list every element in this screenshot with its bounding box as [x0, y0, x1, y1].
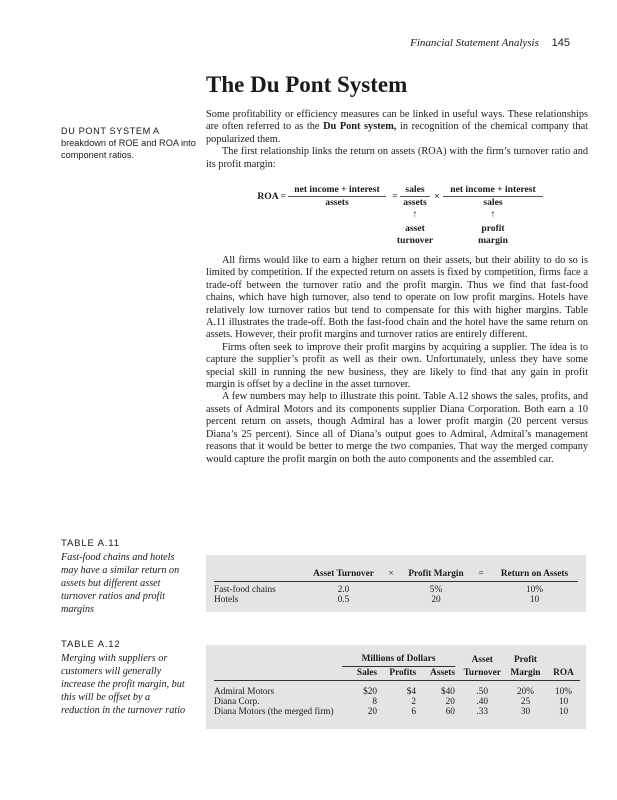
row-roa: 10 — [558, 707, 569, 717]
intro-text — [206, 109, 588, 171]
table-a12-caption: Merging with suppliers or customers will generally increase the profit margin, but this will be offset by a reduction in the turnover ratio — [61, 653, 186, 716]
header-spacer — [214, 666, 342, 681]
row-margin: 20 — [431, 595, 441, 605]
header-assets: Assets — [416, 666, 455, 681]
table-a11-caption: Fast-food chains and hotels may have a similar return on assets but different asset turnover ratios and profit margins — [61, 552, 180, 615]
row-profits: 2 — [411, 697, 417, 707]
row-roa: 10 — [558, 697, 569, 707]
row-name: Admiral Motors — [214, 681, 342, 698]
row-name: Fast-food chains — [214, 582, 306, 596]
row-name: Diana Corp. — [214, 697, 260, 707]
table-header-row — [214, 567, 578, 582]
formula-num2: sales — [405, 184, 425, 195]
arrow-up-icon: ↑ — [412, 209, 418, 220]
row-assets: 20 — [445, 697, 455, 707]
row-margin: 20% — [504, 681, 547, 698]
formula-equals: = — [392, 191, 398, 202]
profit-label: profit — [481, 223, 505, 234]
header-profits: Profits — [377, 666, 416, 681]
header-margin: Margin — [504, 666, 547, 681]
row-turnover: .50 — [461, 681, 505, 698]
empty-cell — [471, 582, 491, 596]
page-number: 145 — [551, 37, 570, 49]
margin-label: margin — [478, 235, 508, 246]
header-times: × — [381, 567, 401, 582]
row-sales: 8 — [372, 697, 378, 707]
header-turnover: Turnover — [461, 666, 505, 681]
paragraph: A few numbers may help to illustrate this point. Table A.12 shows the sales, profits, and assets of Admiral Motors and its components supplier Diana Corporation. Both earn a 10 percent return on assets, though Admiral has a lower profit margin (20 percent versus Diana’s 25 percent). Since all of Diana’s output goes to Admiral, Admiral’s management reasons that it would be better to merge the two companies. That way the merged company would capture the profit margin on both the auto components and the assembled car. — [206, 391, 588, 465]
body-paragraphs — [206, 255, 588, 466]
row-roa: 10% — [491, 582, 578, 596]
table-row — [214, 697, 580, 707]
definition-term: DU PONT SYSTEM — [61, 126, 151, 136]
row-assets: 60 — [445, 707, 455, 717]
header-equals: = — [471, 567, 491, 582]
header-spacer — [214, 567, 306, 582]
row-margin: 5% — [401, 582, 471, 596]
paragraph: All firms would like to earn a higher return on their assets, but their ability to do so is limited by competition. If the expected return on assets is fixed by competition, firms face a trade-off between the turnover ratio and the profit margin. Thus we find that fast-food chains, which have high turnover, also tend to operate on low profit margins. Hotels have relatively low turnover ratios but tend to compensate for this with higher margins. Table A.11 illustrates the trade-off. Both the fast-food chain and the hotel have the same return on assets. However, their profit margins and turnover ratios are entirely different. — [206, 255, 588, 341]
row-sales: $20 — [342, 681, 377, 698]
row-roa: 10 — [529, 595, 540, 605]
row-sales: 20 — [367, 707, 378, 717]
table-a11 — [206, 555, 586, 612]
table-a12 — [206, 645, 586, 729]
row-name: Hotels — [214, 595, 239, 605]
empty-cell — [471, 595, 491, 605]
header-spacer — [214, 653, 342, 666]
table-row — [214, 681, 580, 698]
section-title: The Du Pont System — [206, 72, 408, 97]
table-row — [214, 582, 578, 596]
table-group-header-row — [214, 653, 580, 666]
table-header-row — [214, 666, 580, 681]
header-roa: Return on Assets — [491, 567, 578, 582]
formula-times: × — [434, 191, 440, 202]
table-a11-grid — [214, 567, 578, 605]
margin-definition — [61, 125, 196, 162]
row-turnover: .33 — [476, 707, 489, 717]
header-asset-turnover: Asset Turnover — [306, 567, 381, 582]
arrow-up-icon: ↑ — [490, 209, 496, 220]
du-pont-term: Du Pont system, — [323, 121, 397, 133]
row-assets: $40 — [416, 681, 455, 698]
header-asset: Asset — [471, 654, 493, 665]
table-row — [214, 595, 578, 605]
header-roa: ROA — [547, 666, 580, 681]
running-head — [410, 37, 570, 49]
paragraph: Firms often seek to improve their profit margins by acquiring a supplier. The idea is to capture the supplier’s profit as well as their own. Unfortunately, unless they have some special skill in running the new business, they are likely to find that any gain in profit margin is offset by a decline in the asset turnover. — [206, 341, 588, 391]
intro-paragraph-1 — [206, 109, 588, 146]
formula-den2: assets — [403, 197, 427, 208]
empty-cell — [381, 582, 401, 596]
intro-paragraph-2: The first relationship links the return on assets (ROA) with the firm’s turnover ratio and its profit margin: — [206, 146, 588, 170]
empty-cell — [381, 595, 401, 605]
formula-den1: assets — [325, 197, 349, 208]
table-a11-label: TABLE A.11 — [61, 538, 120, 549]
row-profits: 6 — [411, 707, 417, 717]
table-a12-label: TABLE A.12 — [61, 639, 121, 650]
table-row — [214, 707, 580, 717]
row-name: Diana Motors (the merged firm) — [214, 707, 334, 717]
running-head-title: Financial Statement Analysis — [410, 37, 539, 49]
formula-lhs: ROA = — [257, 191, 286, 202]
formula-num1: net income + interest — [294, 184, 380, 195]
row-turnover: 2.0 — [306, 582, 381, 596]
intro-p1-end: in recognition of the chemical company that popularized them. — [206, 121, 588, 145]
header-profit-margin: Profit Margin — [401, 567, 471, 582]
row-margin: 25 — [520, 697, 531, 707]
roa-formula — [206, 182, 588, 248]
header-millions: Millions of Dollars — [342, 653, 455, 666]
turnover-label: turnover — [396, 235, 434, 246]
header-profit: Profit — [513, 654, 537, 665]
formula-den3: sales — [483, 197, 503, 208]
table-a12-grid — [214, 653, 580, 717]
header-sales: Sales — [342, 666, 377, 681]
row-margin: 30 — [520, 707, 531, 717]
intro-p1-text: Some profitability or efficiency measures can be linked in useful ways. These relationships are often referred to as the — [206, 109, 588, 133]
asset-label: asset — [405, 223, 425, 234]
row-turnover: .40 — [476, 697, 489, 707]
row-roa: 10% — [547, 681, 580, 698]
header-spacer — [547, 653, 580, 666]
formula-num3: net income + interest — [450, 184, 536, 195]
row-turnover: 0.5 — [337, 595, 350, 605]
row-profits: $4 — [377, 681, 416, 698]
definition-text: A breakdown of ROE and ROA into component ratios. — [61, 126, 196, 161]
